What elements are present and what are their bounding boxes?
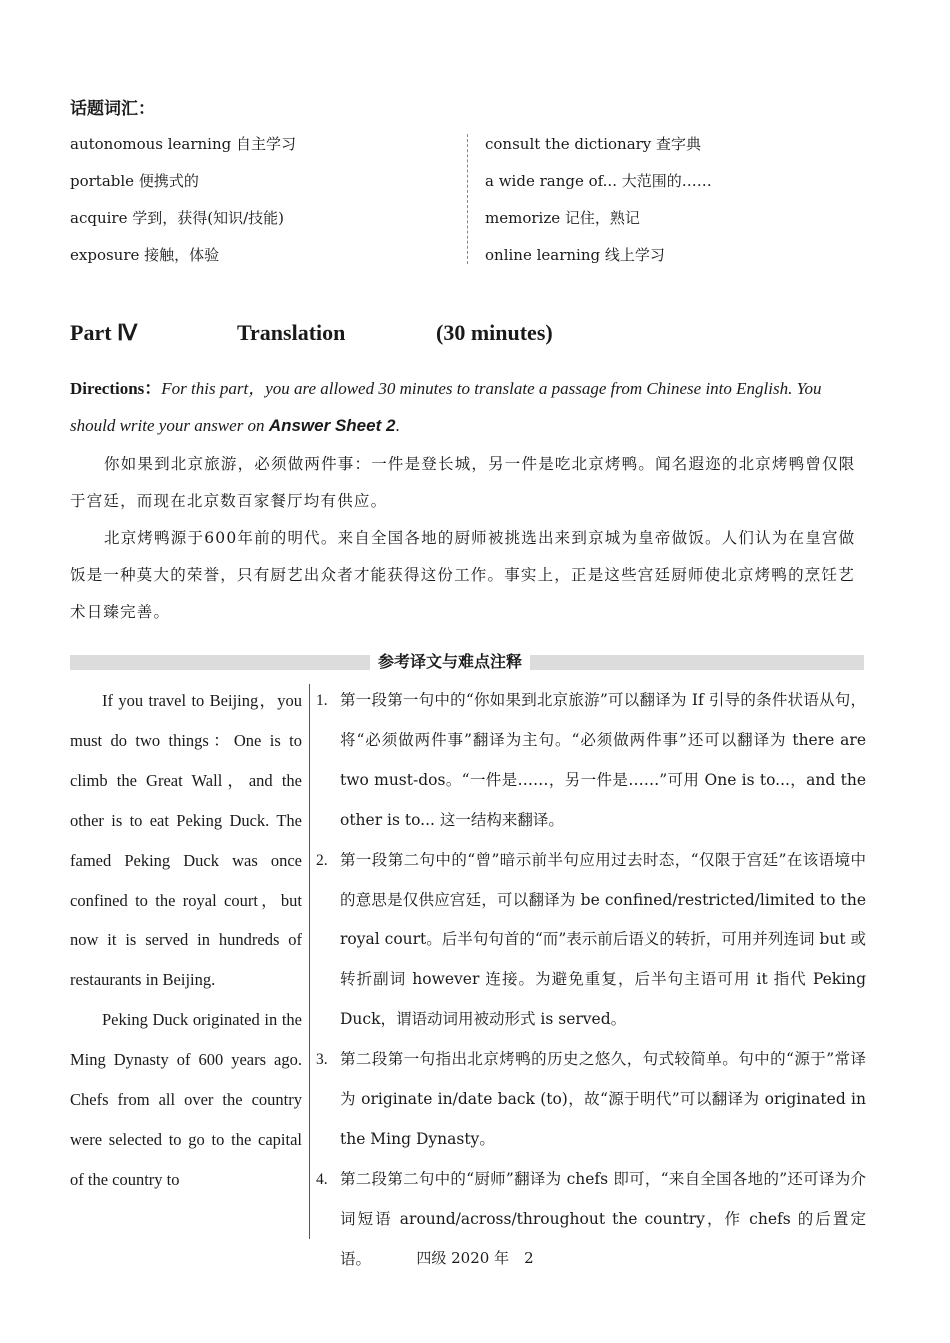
note-text: 第二段第一句指出北京烤鸭的历史之悠久，句式较简单。句中的“源于”常译为 originate in/date back (to)，故“源于明代”可以翻译为 originated in the Ming Dynasty。 xyxy=(340,1050,866,1148)
directions-lead: Directions： xyxy=(70,379,162,398)
note-item xyxy=(316,841,866,1041)
vocab-divider xyxy=(467,134,468,264)
vocab-item: acquire 学到，获得(知识/技能) xyxy=(70,209,284,227)
notes-list xyxy=(316,681,866,1280)
directions xyxy=(70,370,864,444)
chinese-paragraph: 北京烤鸭源于600年前的明代。来自全国各地的厨师被挑选出来到京城为皇帝做饭。人们认为在皇宫做饭是一种莫大的荣誉，只有厨艺出众者才能获得这份工作。事实上，正是这些宫廷厨师使北京烤鸭的烹饪艺术日臻完善。 xyxy=(70,529,856,621)
vocab-item: consult the dictionary 查字典 xyxy=(485,135,702,153)
directions-end: . xyxy=(395,416,400,435)
directions-text: For this part，you are allowed 30 minutes to translate a passage from Chinese into English. You should write your answer on xyxy=(70,379,822,435)
vocab-item: autonomous learning 自主学习 xyxy=(70,135,297,153)
reference-title: 参考译文与难点注释 xyxy=(370,650,530,674)
vocab-item: a wide range of... 大范围的…… xyxy=(485,172,712,190)
note-text: 第一段第二句中的“曾”暗示前半句应用过去时态，“仅限于宫廷”在该语境中的意思是仅供应宫廷，可以翻译为 be confined/restricted/limited to the royal court。后半句句首的“而”表示前后语义的转折，可用并列连词 but 或转折副词 however 连接。为避免重复，后半句主语可用 it 指代 Peking Duck，谓语动词用被动形式 is served。 xyxy=(340,850,866,1029)
answer-sheet-label: Answer Sheet 2 xyxy=(268,416,396,435)
note-number: 1. xyxy=(316,692,328,709)
vocab-item: memorize 记住，熟记 xyxy=(485,209,640,227)
note-number: 4. xyxy=(316,1170,328,1188)
note-text: 第二段第二句中的“厨师”翻译为 chefs 即可，“来自全国各地的”还可译为介词短语 around/across/throughout the country，作 chefs 的后置定语。 xyxy=(340,1169,866,1268)
vocab-item: online learning 线上学习 xyxy=(485,246,665,264)
vocab-heading: 话题词汇： xyxy=(70,99,155,119)
note-text: 第一段第一句中的“你如果到北京旅游”可以翻译为 If 引导的条件状语从句，将“必须做两件事”翻译为主句。“必须做两件事”还可以翻译为 there are two must-dos。“一件是……，另一件是……”可用 One is to...，and the other is to... 这一结构来翻译。 xyxy=(340,691,866,829)
page-footer: 四级 2020 年 2 xyxy=(416,1249,534,1267)
column-divider xyxy=(309,684,310,1239)
note-number: 2. xyxy=(316,851,328,869)
reference-translation xyxy=(70,681,302,1200)
chinese-paragraph: 你如果到北京旅游，必须做两件事：一件是登长城，另一件是吃北京烤鸭。闻名遐迩的北京烤鸭曾仅限于宫廷，而现在北京数百家餐厅均有供应。 xyxy=(70,455,856,510)
translation-paragraph: Peking Duck originated in the Ming Dynasty of 600 years ago. Chefs from all over the country were selected to go to the capital of the country to xyxy=(70,1010,302,1189)
part-name: Translation xyxy=(237,320,346,345)
vocab-item: portable 便携式的 xyxy=(70,172,199,190)
part-time: (30 minutes) xyxy=(436,320,553,345)
vocab-item: exposure 接触，体验 xyxy=(70,246,220,264)
translation-paragraph: If you travel to Beijing，you must do two things：One is to climb the Great Wall，and the other is to eat Peking Duck. The famed Peking Duck was once confined to the royal court，but now it is served in hundreds of restaurants in Beijing. xyxy=(70,691,302,990)
part-label: Part Ⅳ xyxy=(70,320,138,345)
note-item xyxy=(316,1040,866,1160)
note-item xyxy=(316,681,866,841)
note-number: 3. xyxy=(316,1051,328,1069)
